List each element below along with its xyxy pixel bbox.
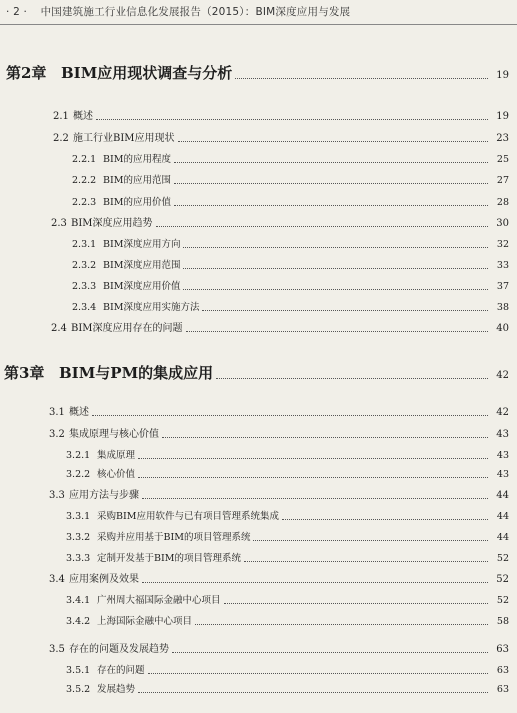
dot-leader bbox=[174, 162, 488, 163]
section-entry bbox=[49, 645, 509, 655]
entry-title: 定制开发基于BIM的项目管理系统 bbox=[97, 553, 241, 564]
entry-title: BIM深度应用存在的问题 bbox=[71, 323, 183, 334]
dot-leader bbox=[138, 692, 488, 693]
section-entry bbox=[51, 324, 509, 334]
entry-title: 概述 bbox=[69, 407, 89, 418]
dot-leader bbox=[244, 561, 488, 562]
dot-leader bbox=[174, 205, 488, 206]
entry-title: BIM深度应用实施方法 bbox=[103, 302, 200, 313]
dot-leader bbox=[138, 458, 488, 459]
dot-leader bbox=[156, 226, 488, 227]
dot-leader bbox=[92, 415, 488, 416]
entry-title: BIM与PM的集成应用 bbox=[59, 364, 214, 382]
chapter-entry bbox=[4, 366, 509, 381]
entry-page: 52 bbox=[496, 553, 509, 564]
entry-title: 存在的问题及发展趋势 bbox=[69, 644, 169, 655]
entry-number: 3.4.2 bbox=[66, 616, 91, 627]
subsection-entry bbox=[66, 596, 509, 606]
dot-leader bbox=[162, 437, 488, 438]
subsection-entry bbox=[72, 240, 509, 250]
entry-number: 3.3.2 bbox=[66, 532, 91, 543]
entry-number: 2.2.2 bbox=[72, 175, 97, 186]
entry-number: 3.4.1 bbox=[66, 595, 91, 606]
entry-number: 3.1 bbox=[49, 407, 65, 418]
entry-title: BIM的应用范围 bbox=[103, 175, 171, 186]
entry-number: 2.3.2 bbox=[72, 260, 97, 271]
dot-leader bbox=[183, 247, 488, 248]
entry-title: BIM的应用价值 bbox=[103, 197, 171, 208]
entry-title: BIM深度应用方向 bbox=[103, 239, 181, 250]
dot-leader bbox=[195, 624, 488, 625]
entry-number: 2.2 bbox=[53, 133, 69, 144]
entry-number: 3.5.1 bbox=[66, 665, 91, 676]
entry-title: 集成原理与核心价值 bbox=[69, 429, 159, 440]
dot-leader bbox=[224, 603, 488, 604]
entry-number: 3.4 bbox=[49, 574, 65, 585]
dot-leader bbox=[235, 78, 488, 79]
entry-number: 2.3.4 bbox=[72, 302, 97, 313]
section-entry bbox=[49, 430, 509, 440]
chapter-entry bbox=[6, 66, 509, 81]
entry-title: 采购BIM应用软件与已有项目管理系统集成 bbox=[97, 511, 279, 522]
subsection-entry bbox=[66, 533, 509, 543]
section-entry bbox=[51, 219, 509, 229]
entry-page: 43 bbox=[496, 450, 509, 461]
dot-leader bbox=[96, 119, 488, 120]
entry-number: 第2章 bbox=[6, 64, 47, 82]
dot-leader bbox=[172, 652, 488, 653]
subsection-entry bbox=[66, 512, 509, 522]
entry-number: 2.3 bbox=[51, 218, 67, 229]
entry-page: 63 bbox=[496, 644, 509, 655]
section-entry bbox=[53, 134, 509, 144]
entry-title: 应用案例及效果 bbox=[69, 574, 139, 585]
section-entry bbox=[49, 491, 509, 501]
entry-number: 2.2.3 bbox=[72, 197, 97, 208]
entry-page: 63 bbox=[496, 665, 509, 676]
entry-title: BIM深度应用价值 bbox=[103, 281, 181, 292]
entry-title: BIM应用现状调查与分析 bbox=[61, 64, 233, 82]
subsection-entry bbox=[66, 617, 509, 627]
entry-page: 44 bbox=[496, 511, 509, 522]
entry-page: 42 bbox=[496, 370, 509, 381]
entry-title: 核心价值 bbox=[97, 469, 136, 480]
dot-leader bbox=[183, 289, 488, 290]
entry-number: 3.2.1 bbox=[66, 450, 91, 461]
entry-page: 23 bbox=[496, 133, 509, 144]
entry-title: 概述 bbox=[73, 111, 93, 122]
entry-number: 3.3 bbox=[49, 490, 65, 501]
entry-title: BIM深度应用范围 bbox=[103, 260, 181, 271]
entry-page: 38 bbox=[496, 302, 509, 313]
entry-page: 33 bbox=[496, 260, 509, 271]
entry-page: 27 bbox=[496, 175, 509, 186]
entry-title: BIM深度应用趋势 bbox=[71, 218, 153, 229]
entry-number: 2.3.3 bbox=[72, 281, 97, 292]
section-entry bbox=[53, 112, 509, 122]
entry-number: 2.4 bbox=[51, 323, 67, 334]
subsection-entry bbox=[72, 155, 509, 165]
dot-leader bbox=[138, 477, 488, 478]
dot-leader bbox=[183, 268, 488, 269]
entry-title: 上海国际金融中心项目 bbox=[97, 616, 193, 627]
entry-number: 2.1 bbox=[53, 111, 69, 122]
subsection-entry bbox=[66, 554, 509, 564]
entry-page: 58 bbox=[496, 616, 509, 627]
entry-number: 3.3.1 bbox=[66, 511, 91, 522]
entry-number: 3.2 bbox=[49, 429, 65, 440]
subsection-entry bbox=[72, 282, 509, 292]
entry-page: 28 bbox=[496, 197, 509, 208]
dot-leader bbox=[253, 540, 488, 541]
dot-leader bbox=[202, 310, 488, 311]
entry-title: 广州周大福国际金融中心项目 bbox=[97, 595, 221, 606]
section-entry bbox=[49, 575, 509, 585]
subsection-entry bbox=[66, 666, 509, 676]
entry-number: 2.2.1 bbox=[72, 154, 97, 165]
subsection-entry bbox=[72, 198, 509, 208]
entry-page: 52 bbox=[496, 595, 509, 606]
dot-leader bbox=[186, 331, 488, 332]
entry-page: 19 bbox=[496, 111, 509, 122]
entry-page: 25 bbox=[496, 154, 509, 165]
entry-number: 2.3.1 bbox=[72, 239, 97, 250]
page-number: · 2 · bbox=[6, 6, 28, 18]
entry-page: 19 bbox=[496, 70, 509, 81]
entry-page: 43 bbox=[496, 429, 509, 440]
entry-title: 采购并应用基于BIM的项目管理系统 bbox=[97, 532, 251, 543]
entry-number: 3.3.3 bbox=[66, 553, 91, 564]
subsection-entry bbox=[66, 685, 509, 695]
entry-number: 第3章 bbox=[4, 364, 45, 382]
subsection-entry bbox=[66, 470, 509, 480]
dot-leader bbox=[178, 141, 488, 142]
entry-page: 30 bbox=[496, 218, 509, 229]
book-title: 中国建筑施工行业信息化发展报告（2015）：BIM深度应用与发展 bbox=[40, 6, 351, 18]
entry-page: 42 bbox=[496, 407, 509, 418]
subsection-entry bbox=[72, 303, 509, 313]
entry-page: 37 bbox=[496, 281, 509, 292]
entry-page: 40 bbox=[496, 323, 509, 334]
section-entry bbox=[49, 408, 509, 418]
dot-leader bbox=[216, 378, 488, 379]
entry-page: 44 bbox=[496, 490, 509, 501]
entry-page: 52 bbox=[496, 574, 509, 585]
entry-title: 应用方法与步骤 bbox=[69, 490, 139, 501]
dot-leader bbox=[174, 183, 488, 184]
dot-leader bbox=[142, 582, 488, 583]
entry-page: 43 bbox=[496, 469, 509, 480]
entry-page: 32 bbox=[496, 239, 509, 250]
dot-leader bbox=[148, 673, 488, 674]
subsection-entry bbox=[72, 261, 509, 271]
dot-leader bbox=[142, 498, 488, 499]
dot-leader bbox=[282, 519, 488, 520]
entry-title: 施工行业BIM应用现状 bbox=[73, 133, 175, 144]
subsection-entry bbox=[66, 451, 509, 461]
entry-title: 存在的问题 bbox=[97, 665, 145, 676]
subsection-entry bbox=[72, 176, 509, 186]
entry-page: 44 bbox=[496, 532, 509, 543]
entry-number: 3.5.2 bbox=[66, 684, 91, 695]
entry-title: BIM的应用程度 bbox=[103, 154, 171, 165]
entry-title: 集成原理 bbox=[97, 450, 136, 461]
entry-number: 3.5 bbox=[49, 644, 65, 655]
entry-title: 发展趋势 bbox=[97, 684, 136, 695]
entry-number: 3.2.2 bbox=[66, 469, 91, 480]
entry-page: 63 bbox=[496, 684, 509, 695]
